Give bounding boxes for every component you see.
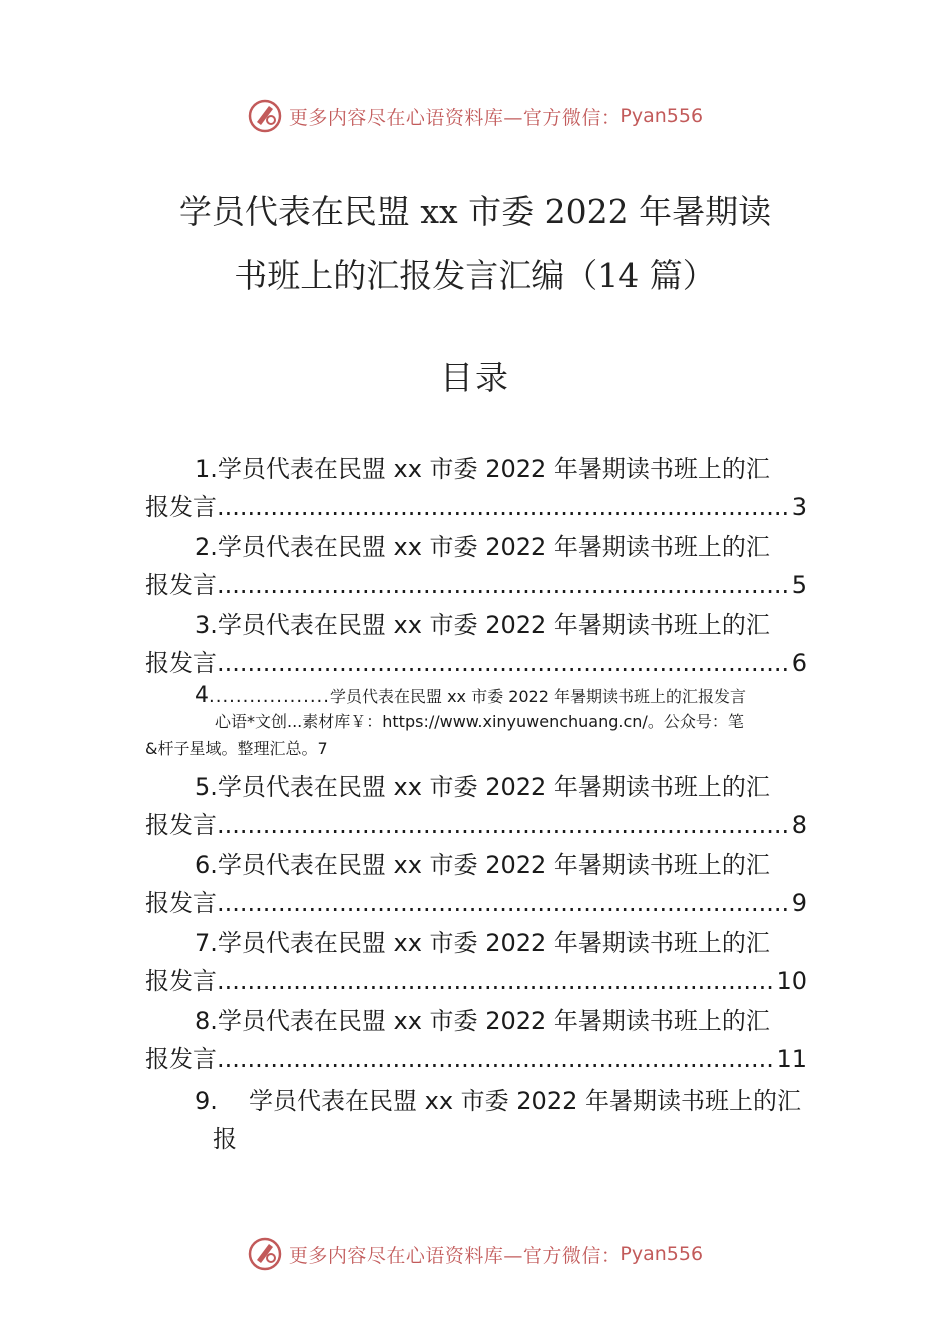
toc-entry-watermark-line2: &杆子星域。整理汇总。7 [145,739,328,758]
toc-page-number: 9 [791,889,807,917]
toc-entry-title-cont: 报发言 ..... [145,1040,774,1078]
toc-entry-title: 3.学员代表在民盟 xx 市委 2022 年暑期读书班上的汇 [195,611,770,639]
toc-entry-title-cont: 报发言 ..... [145,488,790,526]
brand-logo-icon [247,98,283,134]
banner-wechat: Pyan556 [620,1243,704,1265]
banner-text: 更多内容尽在心语资料库—官方微信： [288,1244,621,1267]
toc-entry-6[interactable] [145,846,807,922]
toc-entry-7[interactable] [145,924,807,1000]
toc-entry-title: 8.学员代表在民盟 xx 市委 2022 年暑期读书班上的汇 [195,1007,770,1035]
toc-entry-9[interactable] [195,1082,845,1158]
toc-page-number: 6 [791,649,807,677]
toc-entry-title-cont: 报 [213,1125,237,1153]
document-title-line2: 书班上的汇报发言汇编（14 篇） [234,256,716,295]
toc-entry-5[interactable] [145,768,807,844]
toc-entry-title-cont: 报发言 ..... [145,806,790,844]
toc-entry-title: 学员代表在民盟 xx 市委 2022 年暑期读书班上的汇 [249,1087,801,1115]
toc-entry-4[interactable] [145,683,807,762]
toc-entry-watermark-line: 心语*文创...素材库￥：https://www.xinyuwenchuang.cn/。公众号：笔 [215,712,744,731]
footer-banner [0,1232,950,1276]
brand-logo-icon [247,1236,283,1272]
toc-entry-title: 学员代表在民盟 xx 市委 2022 年暑期读书班上的汇报发言 [330,687,747,706]
toc-entry-2[interactable] [145,528,807,604]
toc-page-number: 8 [791,811,807,839]
toc-entry-title: 5.学员代表在民盟 xx 市委 2022 年暑期读书班上的汇 [195,773,770,801]
banner-wechat: Pyan556 [620,105,704,127]
toc-heading: 目录 [440,358,510,397]
toc-entry-title: 1.学员代表在民盟 xx 市委 2022 年暑期读书班上的汇 [195,455,770,483]
toc-entry-title: 6.学员代表在民盟 xx 市委 2022 年暑期读书班上的汇 [195,851,770,879]
toc-entry-3[interactable] [145,606,807,682]
toc-entry-number: 9. [195,1087,218,1115]
toc-entry-1[interactable] [145,450,807,526]
header-banner [0,94,950,138]
toc-page-number: 5 [791,571,807,599]
toc-page-number: 11 [776,1045,807,1073]
document-title-line1: 学员代表在民盟 xx 市委 2022 年暑期读 [178,192,772,231]
toc-entry-title-cont: 报发言 ..... [145,962,774,1000]
toc-entry-title: 2.学员代表在民盟 xx 市委 2022 年暑期读书班上的汇 [195,533,770,561]
toc-entry-8[interactable] [145,1002,807,1078]
toc-leader-dots: .................. [209,686,330,707]
toc-entry-title: 7.学员代表在民盟 xx 市委 2022 年暑期读书班上的汇 [195,929,770,957]
toc-entry-title-cont: 报发言 ..... [145,566,790,604]
toc-entry-title-cont: 报发言 ..... [145,884,790,922]
banner-text: 更多内容尽在心语资料库—官方微信： [288,106,621,129]
toc-page-number: 3 [791,493,807,521]
toc-entry-title-cont: 报发言 ..... [145,644,790,682]
toc-entry-number: 4 [195,683,209,708]
toc-page-number: 10 [776,967,807,995]
